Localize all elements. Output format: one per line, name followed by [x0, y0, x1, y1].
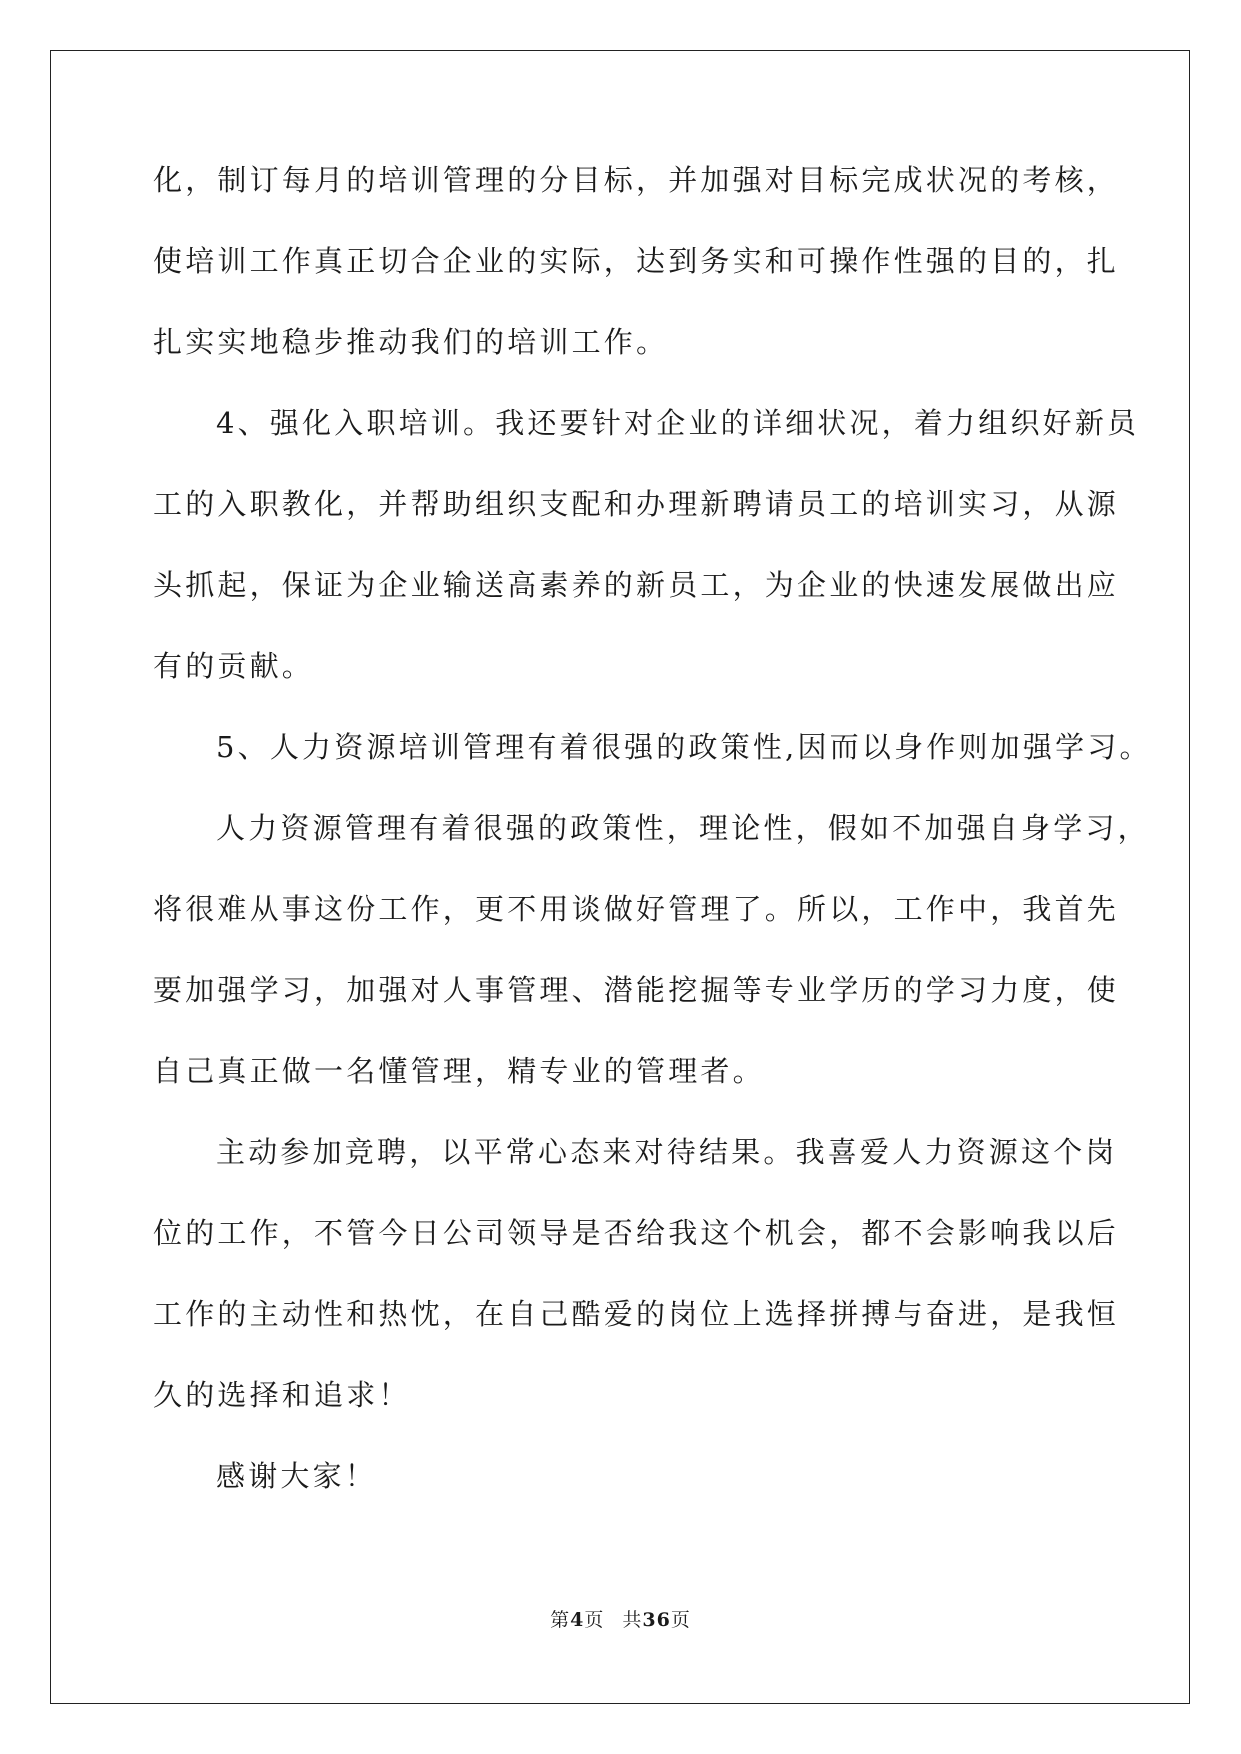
paragraph-start: 5、人力资源培训管理有着很强的政策性,因而以身作则加强学习。: [216, 730, 1152, 764]
text-line: 使培训工作真正切合企业的实际，达到务实和可操作性强的目的，扎: [153, 244, 1120, 278]
text-line: 将很难从事这份工作，更不用谈做好管理了。所以，工作中，我首先: [153, 892, 1120, 926]
total-pages: 36: [642, 1609, 671, 1631]
document-body: [153, 160, 1152, 1537]
total-prefix: 共: [622, 1609, 643, 1631]
page-prefix: 第: [550, 1609, 571, 1631]
paragraph-start: 4、强化入职培训。我还要针对企业的详细状况，着力组织好新员: [216, 406, 1140, 440]
text-line: 扎实实地稳步推动我们的培训工作。: [153, 325, 669, 359]
text-line: 化，制订每月的培训管理的分目标，并加强对目标完成状况的考核，: [153, 163, 1120, 197]
page-number: 4: [570, 1609, 585, 1631]
paragraph-start: 主动参加竞聘，以平常心态来对待结果。我喜爱人力资源这个岗: [216, 1135, 1118, 1169]
total-suffix: 页: [670, 1609, 691, 1631]
text-line: 有的贡献。: [153, 649, 315, 683]
paragraph-start: 人力资源管理有着很强的政策性，理论性，假如不加强自身学习，: [216, 811, 1150, 845]
text-line: 头抓起，保证为企业输送高素养的新员工，为企业的快速发展做出应: [153, 568, 1120, 602]
text-line: 久的选择和追求！: [153, 1378, 411, 1412]
text-line: 自己真正做一名懂管理，精专业的管理者。: [153, 1054, 765, 1088]
text-line: 要加强学习，加强对人事管理、潜能挖掘等专业学历的学习力度，使: [153, 973, 1120, 1007]
page-suffix: 页: [584, 1609, 605, 1631]
text-line: 工作的主动性和热忱，在自己酷爱的岗位上选择拼搏与奋进，是我恒: [153, 1297, 1120, 1331]
page-footer: [0, 1605, 1241, 1632]
text-line: 工的入职教化，并帮助组织支配和办理新聘请员工的培训实习，从源: [153, 487, 1120, 521]
closing-line: 感谢大家！: [216, 1459, 378, 1493]
text-line: 位的工作，不管今日公司领导是否给我这个机会，都不会影响我以后: [153, 1216, 1120, 1250]
